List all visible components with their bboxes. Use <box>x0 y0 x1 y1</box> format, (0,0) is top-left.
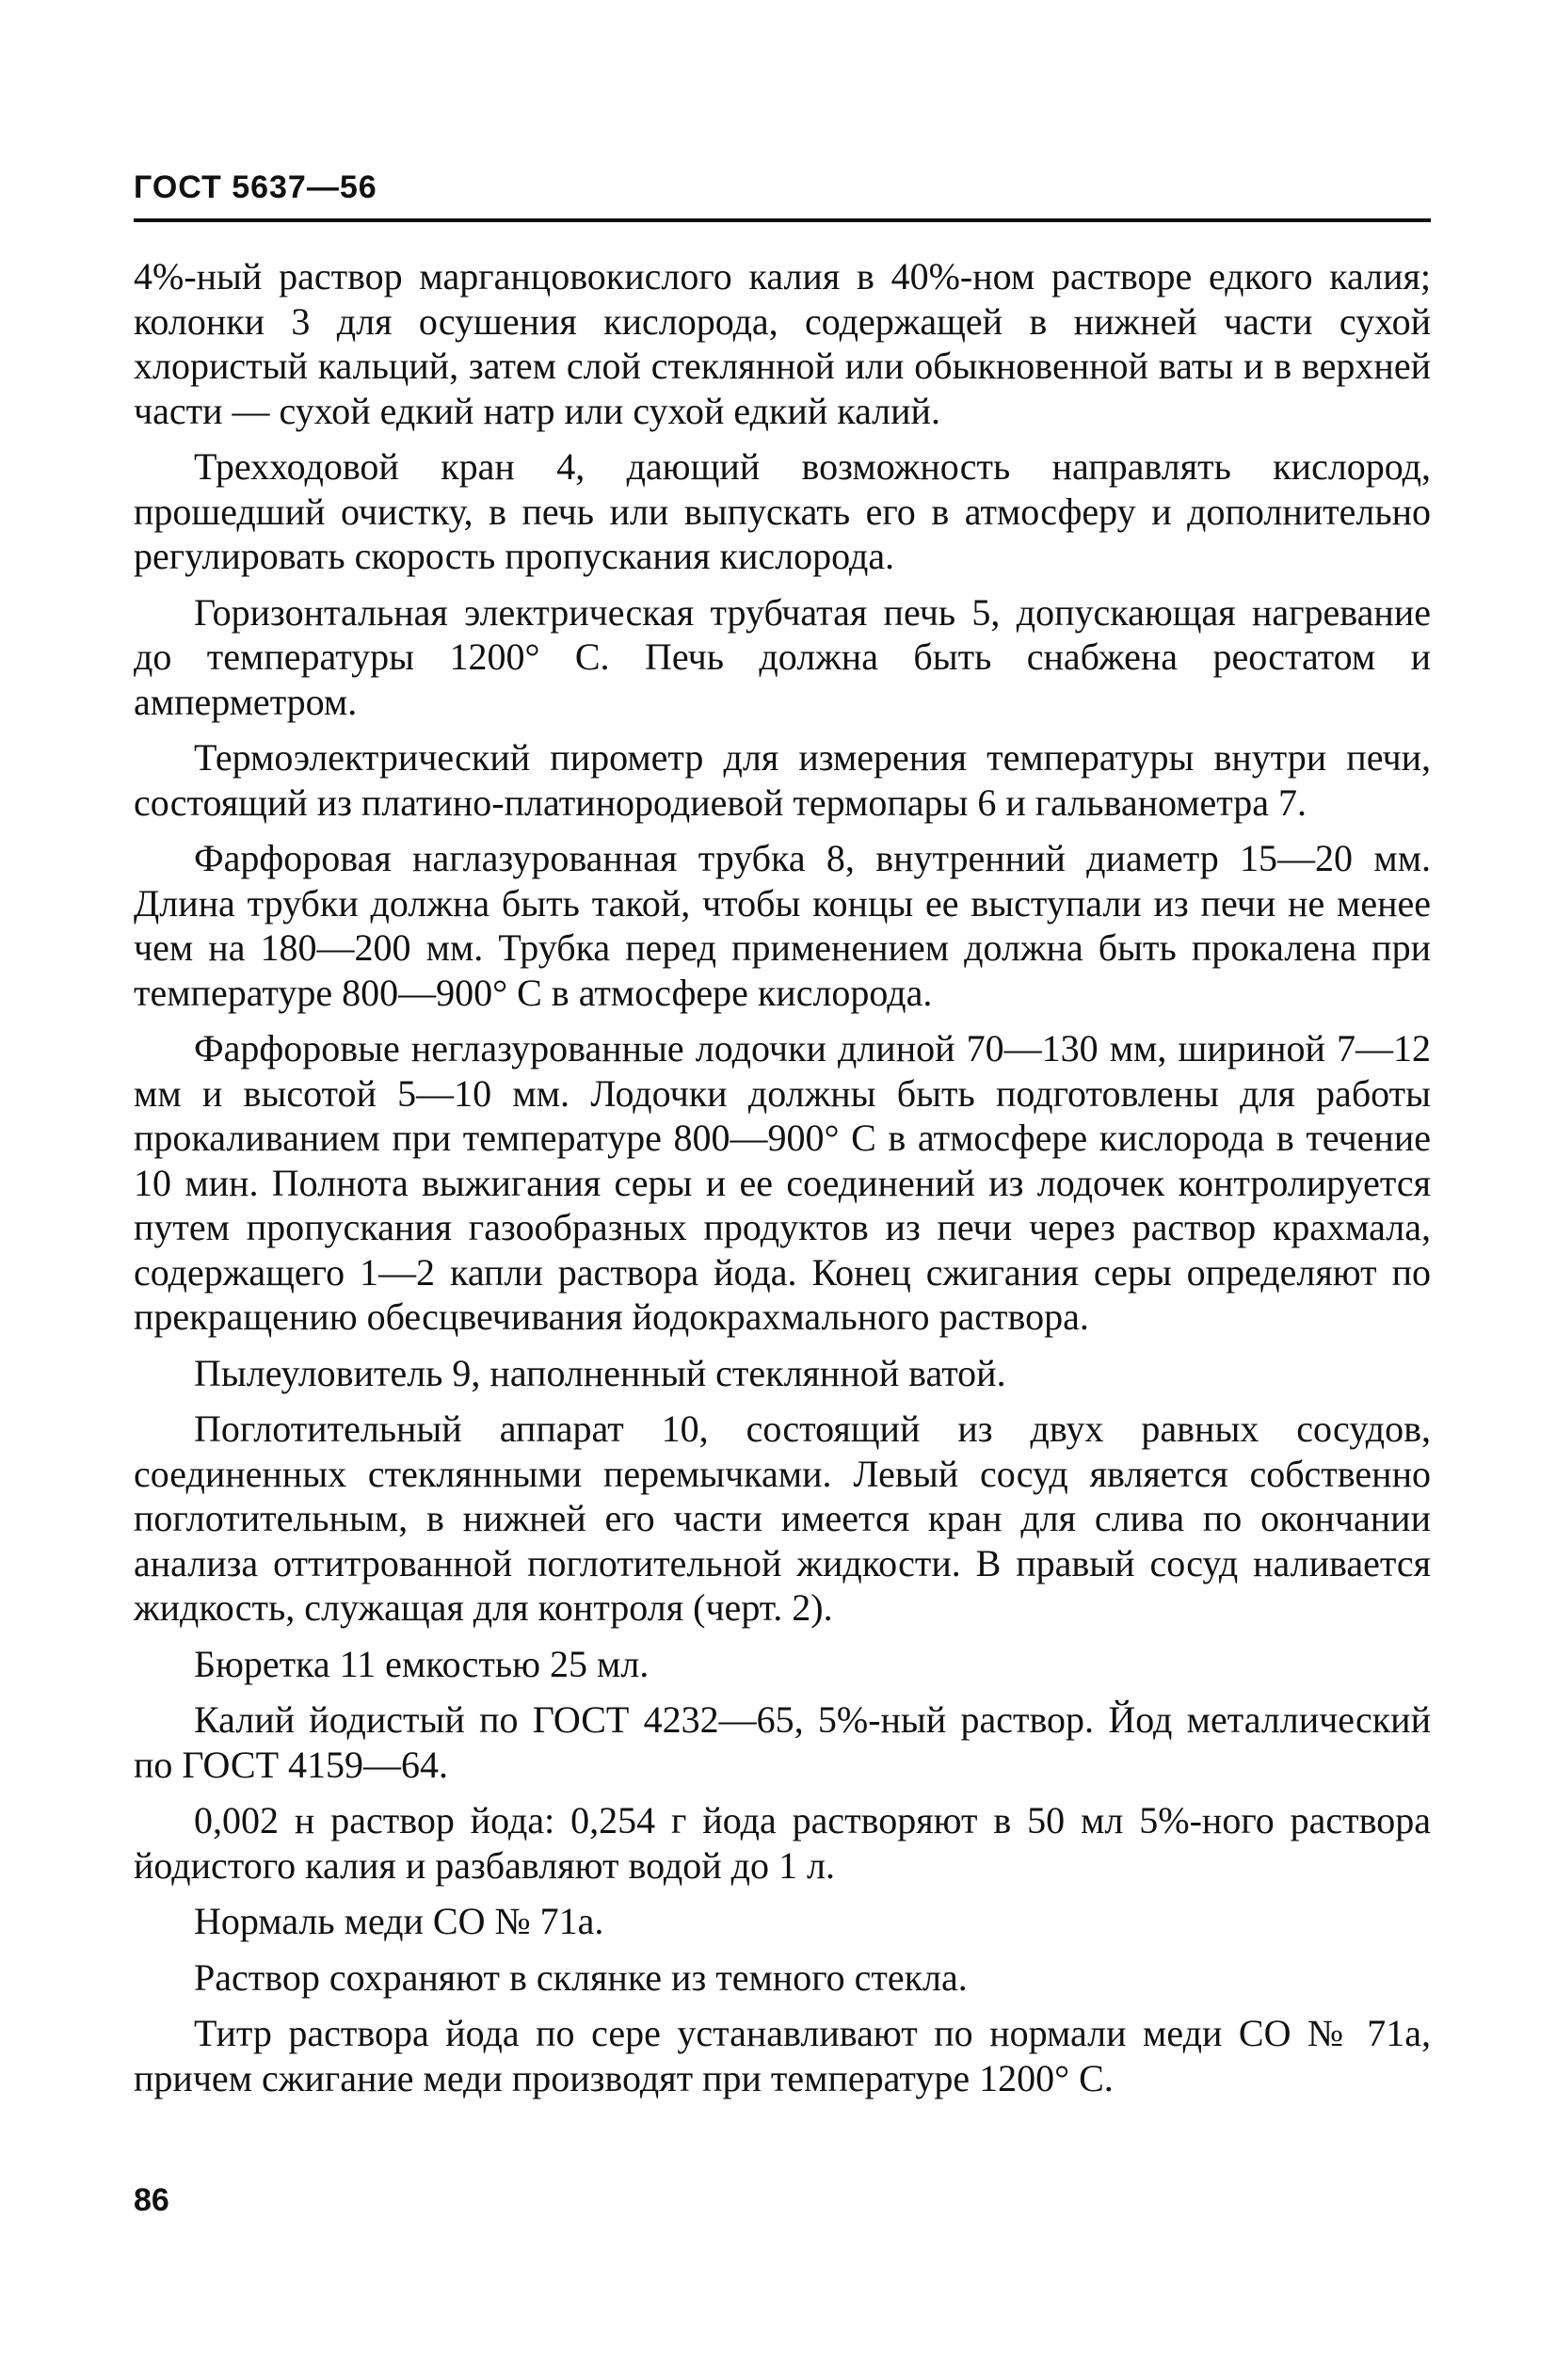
document-header: ГОСТ 5637—56 <box>134 169 377 205</box>
paragraph-7: Пылеуловитель 9, наполненный стеклянной ватой. <box>194 1351 1006 1394</box>
header-rule <box>134 218 1431 222</box>
paragraph-9: Бюретка 11 емкостью 25 мл. <box>194 1642 650 1685</box>
paragraph-14: Титр раствора йода по сере устанавливают по нормали меди СО № 71а, причем сжигание меди производят при температуре 1200° С. <box>134 2012 1431 2099</box>
paragraph-4: Термоэлектрический пирометр для измерения температуры внутри печи, состоящий из платино-платинородиевой термопары 6 и гальванометра 7. <box>134 736 1431 824</box>
paragraph-5: Фарфоровая наглазурованная трубка 8, внутренний диаметр 15—20 мм. Длина трубки должна быть такой, чтобы концы ее выступали из печи не менее чем на 180—200 мм. Трубка перед применением должна быть прокалена при температуре 800—900° С в атмосфере кислорода. <box>134 837 1431 1014</box>
paragraph-13: Раствор сохраняют в склянке из темного стекла. <box>194 1955 968 1999</box>
paragraph-11: 0,002 н раствор йода: 0,254 г йода растворяют в 50 мл 5%-ного раствора йодистого калия и разбавляют водой до 1 л. <box>134 1799 1431 1887</box>
paragraph-1: 4%-ный раствор марганцовокислого калия в 40%-ном растворе едкого калия; колонки 3 для осушения кислорода, содержащей в нижней части сухой хлористый кальций, затем слой стеклянной или обыкновенной ваты и в верхней части — сухой едкий натр или сухой едкий калий. <box>134 255 1431 432</box>
paragraph-10: Калий йодистый по ГОСТ 4232—65, 5%-ный раствор. Йод металлический по ГОСТ 4159—64. <box>134 1698 1431 1786</box>
paragraph-3: Горизонтальная электрическая трубчатая печь 5, допускающая нагревание до температуры 1200° С. Печь должна быть снабжена реостатом и амперметром. <box>134 590 1431 723</box>
paragraph-8: Поглотительный аппарат 10, состоящий из двух равных сосудов, соединенных стеклянными перемычками. Левый сосуд является собственно поглотительным, в нижней его части имеется кран для слива по окончании анализа оттитрованной поглотительной жидкости. В правый сосуд наливается жидкость, служащая для контроля (черт. 2). <box>134 1407 1431 1629</box>
document-body <box>134 254 1431 2112</box>
paragraph-2: Трехходовой кран 4, дающий возможность направлять кислород, прошедший очистку, в печь или выпускать его в атмосферу и дополнительно регулировать скорость пропускания кислорода. <box>134 445 1431 577</box>
paragraph-12: Нормаль меди СО № 71а. <box>194 1900 604 1942</box>
page-number: 86 <box>134 2182 169 2218</box>
paragraph-6: Фарфоровые неглазурованные лодочки длиной 70—130 мм, шириной 7—12 мм и высотой 5—10 мм. Лодочки должны быть подготовлены для работы прокаливанием при температуре 800—900° С в атмосфере кислорода в течение 10 мин. Полнота выжигания серы и ее соединений из лодочек контролируется путем пропускания газообразных продуктов из печи через раствор крахмала, содержащего 1—2 капли раствора йода. Конец сжигания серы определяют по прекращению обесцвечивания йодокрахмального раствора. <box>134 1027 1431 1338</box>
